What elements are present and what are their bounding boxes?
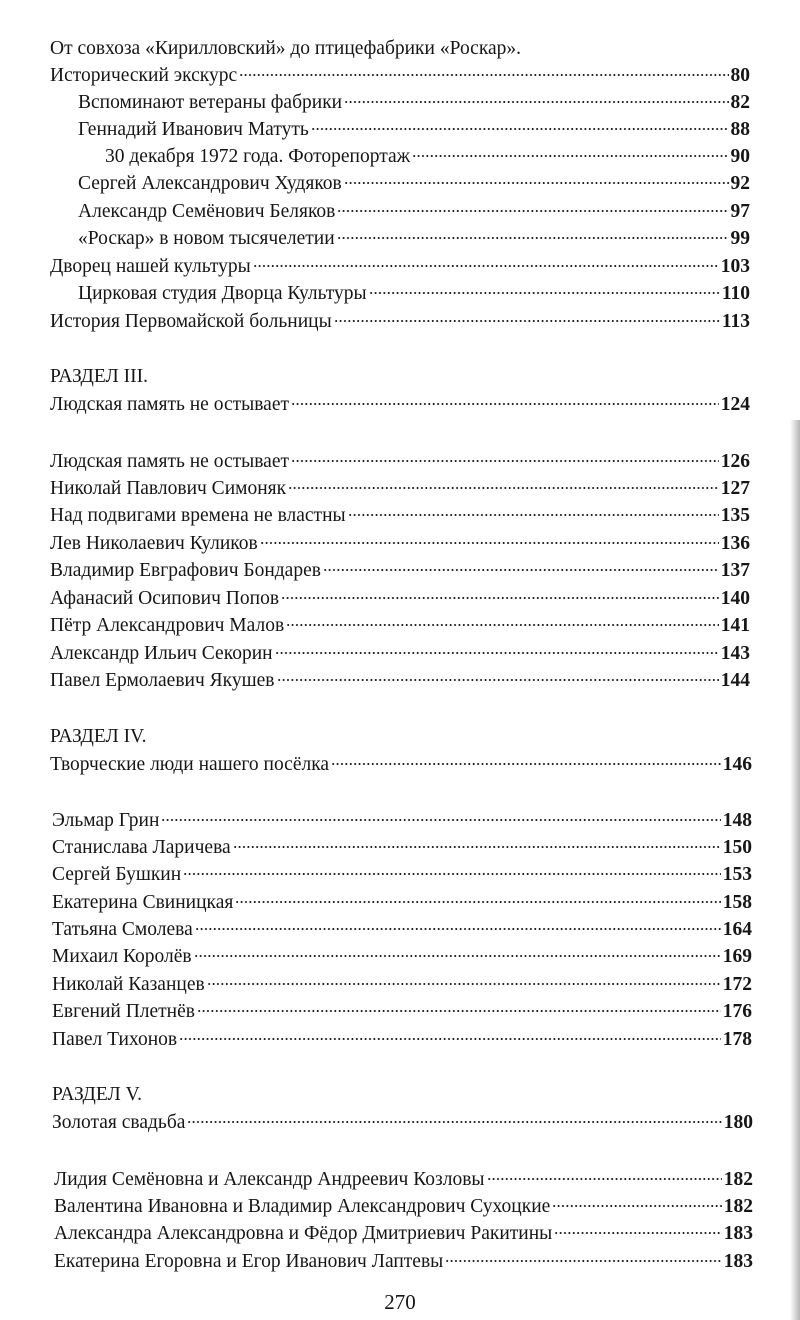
toc-entry: [50, 668, 750, 694]
toc-intro-line: От совхоза «Кирилловский» до птицефабрики «Роскар».: [50, 38, 522, 59]
dot-leader: [233, 846, 721, 848]
dot-leader: [291, 403, 719, 405]
toc-entry: [50, 63, 750, 89]
dot-leader: [311, 128, 729, 130]
toc-entry-page: 143: [720, 643, 750, 664]
toc-entry-page: 150: [722, 837, 752, 858]
dot-leader: [487, 1178, 722, 1180]
toc-entry-page: 82: [730, 92, 750, 113]
toc-entry: [50, 531, 750, 557]
toc-entry-page: 176: [722, 1001, 752, 1022]
toc-entry-title: Павел Тихонов: [52, 1029, 178, 1050]
toc-entry-title: Лидия Семёновна и Александр Андреевич Козловы: [54, 1169, 485, 1190]
toc-entry-title: История Первомайской больницы: [50, 311, 332, 332]
toc-entry-page: 113: [721, 311, 750, 332]
dot-leader: [281, 597, 719, 599]
toc-entry-page: 141: [720, 615, 750, 636]
toc-entry-page: 183: [723, 1251, 753, 1272]
toc-entry-title: Александр Ильич Секорин: [50, 643, 273, 664]
toc-entry: [50, 503, 750, 529]
dot-leader: [260, 542, 719, 544]
toc-entry: [50, 641, 750, 667]
toc-entry-title: Татьяна Смолева: [52, 919, 193, 940]
dot-leader: [331, 763, 721, 765]
dot-leader: [235, 901, 720, 903]
toc-entry-title: Дворец нашей культуры: [50, 256, 251, 277]
toc-entry-page: 164: [722, 919, 752, 940]
toc-entry-title: Лев Николаевич Куликов: [50, 533, 258, 554]
dot-leader: [183, 873, 721, 875]
dot-leader: [277, 679, 719, 681]
toc-entry-title: Геннадий Иванович Матуть: [78, 119, 309, 140]
toc-entry-page: 148: [722, 810, 752, 831]
toc-entry: [52, 808, 752, 834]
page-edge-shadow: [790, 420, 800, 1320]
toc-entry-title: Михаил Королёв: [52, 946, 192, 967]
dot-leader: [348, 514, 719, 516]
toc-entry: [105, 144, 750, 170]
toc-entry-page: 158: [722, 892, 752, 913]
section-heading: РАЗДЕЛ III.: [50, 366, 148, 387]
dot-leader: [161, 819, 720, 821]
toc-entry: [78, 117, 750, 143]
toc-entry-title: Николай Павлович Симоняк: [50, 478, 287, 499]
toc-entry: [54, 1194, 753, 1220]
toc-entry-page: 97: [730, 201, 750, 222]
toc-entry: [78, 226, 750, 252]
toc-entry-page: 137: [720, 560, 750, 581]
dot-leader: [412, 155, 728, 157]
toc-entry-page: 178: [722, 1029, 752, 1050]
toc-entry-title: Александра Александровна и Фёдор Дмитриевич Ракитины: [54, 1223, 553, 1244]
dot-leader: [207, 983, 721, 985]
toc-entry: [52, 917, 752, 943]
toc-entry: [50, 449, 750, 475]
toc-entry-title: Сергей Бушкин: [52, 864, 182, 885]
toc-entry: [54, 1249, 753, 1275]
toc-entry-title: 30 декабря 1972 года. Фоторепортаж: [105, 146, 411, 167]
toc-entry-title: Золотая свадьба: [52, 1112, 186, 1133]
section-main-entry: [50, 392, 750, 418]
toc-entry-title: Павел Ермолаевич Якушев: [50, 670, 275, 691]
dot-leader: [286, 624, 719, 626]
section-heading: РАЗДЕЛ IV.: [50, 726, 147, 747]
toc-entry-page: 126: [720, 451, 750, 472]
toc-entry-title: Исторический экскурс: [50, 65, 238, 86]
dot-leader: [334, 320, 720, 322]
toc-entry-page: 144: [720, 670, 750, 691]
toc-entry: [54, 1167, 753, 1193]
toc-entry-page: 88: [730, 119, 750, 140]
toc-entry-page: 80: [730, 65, 750, 86]
toc-entry-page: 127: [720, 478, 750, 499]
toc-entry-page: 182: [723, 1196, 753, 1217]
toc-entry-title: Станислава Ларичева: [52, 837, 231, 858]
toc-entry-title: Владимир Евграфович Бондарев: [50, 560, 321, 581]
toc-entry: [52, 999, 752, 1025]
toc-entry: [50, 309, 750, 335]
toc-entry: [52, 1027, 752, 1053]
toc-entry-page: 136: [720, 533, 750, 554]
toc-entry: [78, 171, 750, 197]
toc-entry: [50, 476, 750, 502]
dot-leader: [344, 101, 728, 103]
toc-entry: [52, 862, 752, 888]
toc-entry-page: 99: [730, 228, 750, 249]
toc-entry: [78, 90, 750, 116]
toc-entry: [52, 835, 752, 861]
dot-leader: [291, 460, 719, 462]
toc-entry: [50, 558, 750, 584]
dot-leader: [194, 955, 721, 957]
toc-entry-title: Творческие люди нашего посёлка: [50, 754, 330, 775]
dot-leader: [369, 292, 720, 294]
toc-entry-page: 153: [722, 864, 752, 885]
toc-entry-title: Людская память не остывает: [50, 451, 290, 472]
toc-entry: [52, 944, 752, 970]
toc-entry-page: 124: [720, 394, 750, 415]
dot-leader: [197, 1010, 721, 1012]
toc-entry-page: 103: [720, 256, 750, 277]
dot-leader: [552, 1205, 721, 1207]
dot-leader: [195, 928, 721, 930]
toc-entry-title: Валентина Ивановна и Владимир Александрович Сухоцкие: [54, 1196, 551, 1217]
toc-entry-page: 110: [721, 283, 750, 304]
toc-entry: [52, 890, 752, 916]
toc-entry-title: Эльмар Грин: [52, 810, 160, 831]
toc-entry-title: Александр Семёнович Беляков: [78, 201, 336, 222]
toc-entry-title: Афанасий Осипович Попов: [50, 588, 280, 609]
toc-entry-title: Евгений Плетнёв: [52, 1001, 195, 1022]
toc-entry-page: 146: [722, 754, 752, 775]
toc-entry-title: «Роскар» в новом тысячелетии: [78, 228, 335, 249]
dot-leader: [323, 569, 719, 571]
toc-entry-page: 90: [730, 146, 750, 167]
toc-entry-page: 135: [720, 505, 750, 526]
toc-entry-page: 182: [723, 1169, 753, 1190]
toc-entry: [52, 972, 752, 998]
dot-leader: [275, 652, 719, 654]
toc-entry-title: Над подвигами времена не властны: [50, 505, 346, 526]
toc-entry: [50, 254, 750, 280]
toc-entry-title: Сергей Александрович Худяков: [78, 173, 342, 194]
toc-entry: [50, 613, 750, 639]
toc-entry-page: 169: [722, 946, 752, 967]
toc-entry-page: 172: [722, 974, 752, 995]
toc-entry: [54, 1221, 753, 1247]
toc-entry-page: 183: [723, 1223, 753, 1244]
toc-entry-title: Николай Казанцев: [52, 974, 205, 995]
toc-entry-page: 180: [723, 1112, 753, 1133]
section-heading: РАЗДЕЛ V.: [52, 1084, 143, 1105]
toc-entry-title: Екатерина Егоровна и Егор Иванович Лаптевы: [54, 1251, 444, 1272]
dot-leader: [253, 265, 719, 267]
toc-entry-title: Людская память не остывает: [50, 394, 290, 415]
toc-entry-page: 92: [730, 173, 750, 194]
toc-entry-page: 140: [720, 588, 750, 609]
dot-leader: [187, 1121, 721, 1123]
toc-entry: [78, 199, 750, 225]
dot-leader: [337, 210, 728, 212]
toc-entry-title: Пётр Александрович Малов: [50, 615, 285, 636]
page-number: 270: [384, 1290, 416, 1314]
toc-entry-title: Вспоминают ветераны фабрики: [78, 92, 343, 113]
dot-leader: [239, 74, 728, 76]
dot-leader: [179, 1038, 721, 1040]
section-main-entry: [52, 1110, 753, 1136]
toc-entry-title: Екатерина Свиницкая: [52, 892, 234, 913]
toc-entry: [50, 586, 750, 612]
section-main-entry: [50, 752, 752, 778]
dot-leader: [445, 1260, 721, 1262]
dot-leader: [554, 1232, 722, 1234]
dot-leader: [288, 487, 719, 489]
dot-leader: [344, 182, 729, 184]
toc-entry-title: Цирковая студия Дворца Культуры: [78, 283, 367, 304]
toc-entry: [78, 281, 750, 307]
dot-leader: [337, 237, 729, 239]
